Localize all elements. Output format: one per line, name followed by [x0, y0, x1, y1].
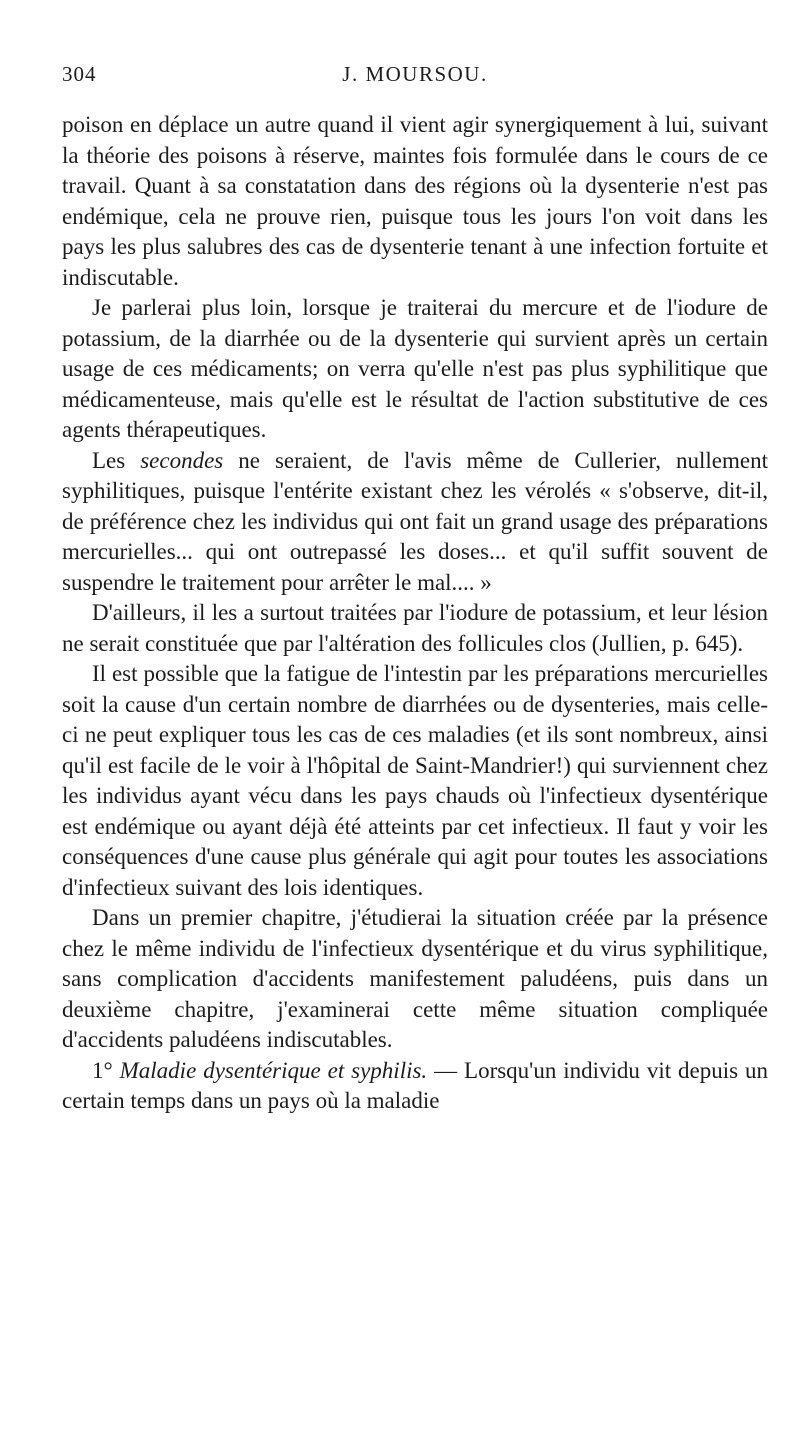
italic-term: secondes: [140, 447, 224, 473]
paragraph-text: poison en déplace un autre quand il vient agir synergiquement à lui, suivant la théorie des poisons à réserve, maintes fois formulée dans le cours de ce travail. Quant à sa constatation dans des régions où la dysenterie n'est pas endémique, cela ne prouve rien, puisque tous les jours l'on voit dans les pays les plus salubres des cas de dysenterie tenant à une infection fortuite et indiscutable.: [62, 112, 768, 290]
paragraph-text: — Lorsqu'un individu vit depuis un certain temps dans un pays où la maladie: [62, 1057, 769, 1113]
page-header: [62, 62, 768, 102]
paragraph-text: Dans un premier chapitre, j'étudierai la situation créée par la présence chez le même individu de l'infectieux dysentérique et du virus syphilitique, sans complication d'accidents manifestement paludéens, puis dans un deuxième chapitre, j'examinerai cette même situation compliquée d'accidents paludéens indiscutables.: [62, 905, 768, 1052]
page-number: 304: [62, 62, 97, 86]
paragraph-text: ne seraient, de l'avis même de Cullerier, nullement syphilitiques, puisque l'entérite existant chez les vérolés « s'observe, dit-il, de préférence chez les individus qui ont fait un grand usage des préparations mercurielles... qui ont outrepassé les doses... et qu'il suffit souvent de suspendre le traitement pour arrêter le mal.... »: [62, 447, 768, 595]
paragraph-7: [62, 1056, 768, 1117]
paragraph-3: [62, 446, 768, 599]
paragraph-4: [62, 598, 768, 659]
book-page: [62, 62, 768, 1117]
running-title: J. MOURSOU.: [342, 62, 488, 86]
body-text: [62, 110, 768, 1117]
paragraph-1: [62, 110, 768, 293]
paragraph-text: Il est possible que la fatigue de l'intestin par les préparations mercurielles soit la cause d'un certain nombre de diarrhées ou de dysenteries, mais celle-ci ne peut expliquer tous les cas de ces maladies (et ils sont nombreux, ainsi qu'il est facile de le voir à l'hôpital de Saint-Mandrier!) qui surviennent chez les individus ayant vécu dans les pays chauds où l'infectieux dysentérique est endémique ou ayant déjà été atteints par cet infectieux. Il faut y voir les conséquences d'une cause plus générale qui agit pour toutes les associations d'infectieux suivant des lois identiques.: [62, 661, 768, 900]
paragraph-lead: Les: [92, 447, 141, 473]
paragraph-2: [62, 293, 768, 446]
section-number: 1°: [92, 1057, 120, 1083]
paragraph-text: D'ailleurs, il les a surtout traitées par l'iodure de potassium, et leur lésion ne serait constituée que par l'altération des follicules clos (Jullien, p. 645).: [62, 600, 768, 656]
paragraph-5: [62, 659, 768, 903]
section-heading: Maladie dysentérique et syphilis.: [119, 1057, 428, 1083]
paragraph-6: [62, 903, 768, 1056]
paragraph-text: Je parlerai plus loin, lorsque je traiterai du mercure et de l'iodure de potassium, de la diarrhée ou de la dysenterie qui survient après un certain usage de ces médicaments; on verra qu'elle n'est pas plus syphilitique que médicamenteuse, mais qu'elle est le résultat de l'action substitutive de ces agents thérapeutiques.: [62, 295, 768, 442]
